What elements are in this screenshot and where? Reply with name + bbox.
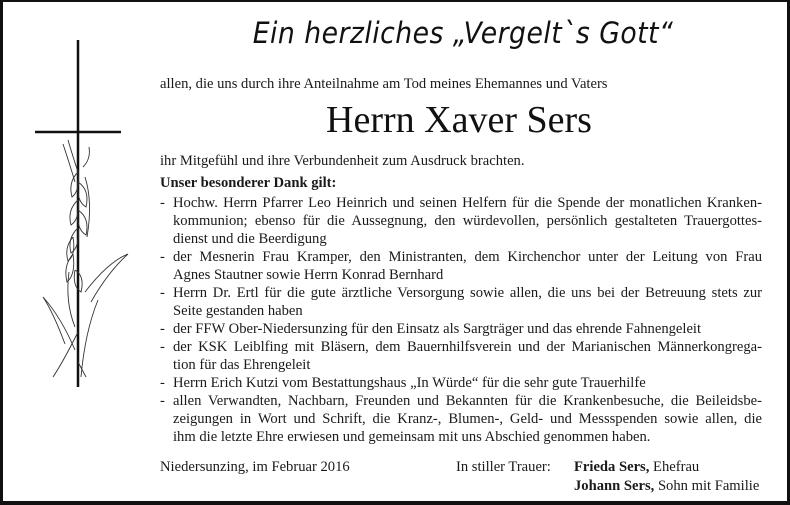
bullet-dash: - <box>160 195 165 211</box>
list-item-line: der KSK Leiblfing mit Bläsern, dem Bauernhilfsverein und der Marianischen Männerkongrega- <box>173 339 762 355</box>
cross-with-wheat-icon <box>23 32 143 397</box>
list-item-line: der FFW Ober-Niedersunzing für den Einsatz als Sargträger und das ehrende Fahnengeleit <box>173 321 702 337</box>
list-item-line: kommunion; ebenso für die Aussegnung, den würdevollen, persönlich gestalteten Trauergottes- <box>173 213 762 229</box>
bullet-dash: - <box>160 321 165 337</box>
mourner-name: Frieda Sers, <box>574 459 650 475</box>
list-item-line: Seite gestanden haben <box>173 303 303 319</box>
bullet-dash: - <box>160 249 165 265</box>
bullet-dash: - <box>160 393 165 409</box>
list-item-line: Herrn Dr. Ertl für die gute ärztliche Versorgung sowie allen, die uns bei der Betreuung stets zur <box>173 285 762 301</box>
list-item-line: Agnes Stautner sowie Herrn Konrad Bernhard <box>173 267 444 283</box>
bullet-dash: - <box>160 285 165 301</box>
list-item-line: der Mesnerin Frau Kramper, den Ministranten, dem Kirchenchor unter der Leitung von Frau <box>173 249 762 265</box>
intro-text: allen, die uns durch ihre Anteilnahme am Tod meines Ehemannes und Vaters <box>160 76 608 92</box>
list-item <box>160 320 762 338</box>
mourner-relation: Sohn mit Familie <box>654 478 760 494</box>
thanks-list <box>160 194 762 446</box>
list-item-line: zeigungen in Wort und Schrift, die Kranz-, Blumen-, Geld- und Messspenden sowie allen, die <box>173 411 762 427</box>
mourner-entry <box>574 477 759 496</box>
list-item <box>160 284 762 320</box>
list-item <box>160 194 762 248</box>
bullet-dash: - <box>160 339 165 355</box>
place-and-date: Niedersunzing, im Februar 2016 <box>160 459 350 475</box>
list-item <box>160 338 762 374</box>
mourner-entry <box>574 458 759 477</box>
mourning-label: In stiller Trauer: <box>456 459 551 475</box>
list-item <box>160 374 762 392</box>
list-item-line: dienst und die Beerdigung <box>173 231 327 247</box>
thanks-text: ihr Mitgefühl und ihre Verbundenheit zum Ausdruck brachten. <box>160 153 525 169</box>
list-item-line: Hochw. Herrn Pfarrer Leo Heinrich und seinen Helfern für die Spende der monatlichen Kranken- <box>173 195 762 211</box>
list-item-line: ihm die letzte Ehre erwiesen und gemeinsam mit uns Abschied genommen haben. <box>173 429 651 445</box>
list-item-line: Herrn Erich Kutzi vom Bestattungshaus „In Würde“ für die sehr gute Trauerhilfe <box>173 375 646 391</box>
list-item <box>160 392 762 446</box>
mourner-relation: Ehefrau <box>649 459 700 475</box>
mourners-list <box>574 458 759 496</box>
mourner-name: Johann Sers, <box>574 478 655 494</box>
list-item-line: allen Verwandten, Nachbarn, Freunden und Bekannten für die Krankenbesuche, die Beileidsbe- <box>173 393 762 409</box>
special-thanks-heading: Unser besonderer Dank gilt: <box>160 175 337 191</box>
deceased-name: Herrn Xaver Sers <box>326 99 592 141</box>
bullet-dash: - <box>160 375 165 391</box>
list-item <box>160 248 762 284</box>
list-item-line: tion für das Ehrengeleit <box>173 357 311 373</box>
card-title: Ein herzliches „Vergelt`s Gott“ <box>252 16 674 50</box>
